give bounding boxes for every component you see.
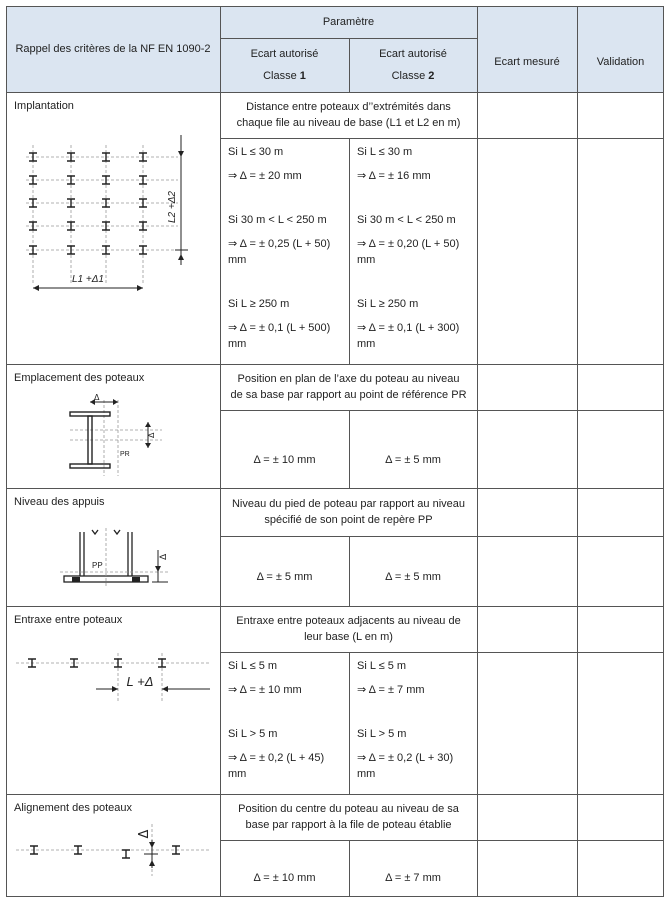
tolerance-line: Si L ≤ 30 m [357, 146, 413, 158]
table-border [6, 6, 7, 897]
table-border [349, 840, 350, 896]
value-text: Δ = ± 10 mm [253, 454, 316, 466]
param-text: Position en plan de l’axe du poteau au niveau de sa base par rapport au point de référence PR [230, 373, 467, 401]
l1-label: L1 +Δ1 [71, 274, 105, 285]
param-text: Distance entre poteaux d’’extrémités dans chaque file au niveau de base (L1 et L2 en m) [236, 101, 461, 129]
table-border [349, 536, 350, 606]
table-border [220, 410, 664, 411]
value-text: Δ = ± 10 mm [253, 872, 316, 884]
entraxe-diagram [14, 645, 214, 705]
value-text: Δ = ± 5 mm [385, 571, 441, 583]
classe-number: 2 [428, 70, 435, 82]
tolerance-line: ⇒ Δ = ± 16 mm [357, 170, 431, 182]
param-text: Niveau du pied de poteau par rapport au niveau spécifié de son point de repère PP [231, 498, 465, 526]
header-criteria [6, 6, 220, 92]
table-border [220, 652, 664, 653]
row-title [6, 92, 220, 120]
delta-top-label: Δ [94, 393, 100, 402]
tolerance-line: ⇒ Δ = ± 0,25 (L + 50) mm [228, 238, 331, 266]
table-border [6, 606, 664, 607]
row-title-text: Alignement des poteaux [14, 802, 133, 814]
l-delta-label: L +Δ [126, 674, 154, 689]
tolerance-line: ⇒ Δ = ± 0,2 (L + 45) mm [228, 752, 325, 780]
tolerance-line: ⇒ Δ = ± 0,2 (L + 30) mm [357, 752, 454, 780]
header-criteria-text: Rappel des critères de la NF EN 1090-2 [15, 43, 211, 55]
param-description [220, 794, 477, 840]
delta-label: Δ [159, 553, 169, 560]
header-validation [577, 6, 664, 92]
table-border [349, 138, 350, 364]
tolerance-line: Si L ≤ 5 m [228, 660, 278, 672]
class1-value [220, 536, 349, 606]
tolerance-line: Si L ≥ 250 m [357, 298, 419, 310]
implantation-diagram [18, 125, 198, 300]
table-border [220, 840, 664, 841]
tolerance-line: Si L ≤ 30 m [228, 146, 284, 158]
tolerance-line: ⇒ Δ = ± 7 mm [357, 684, 425, 696]
tolerance-line: ⇒ Δ = ± 0,1 (L + 300) mm [357, 322, 460, 350]
row-title [6, 488, 220, 516]
emplacement-diagram [62, 392, 172, 478]
tolerance-line: Si L ≤ 5 m [357, 660, 407, 672]
value-text: Δ = ± 5 mm [256, 571, 313, 583]
classe-prefix: Classe [263, 70, 297, 82]
ecart-autorise-label: Ecart autorisé [250, 48, 319, 60]
row-title [6, 794, 220, 822]
value-text: Δ = ± 7 mm [385, 872, 441, 884]
table-border [6, 488, 664, 489]
tolerance-line: Si L > 5 m [357, 728, 407, 740]
class2-value [349, 410, 477, 488]
table-border [6, 794, 664, 795]
classe-number: 1 [299, 70, 306, 82]
class2-values [349, 138, 477, 358]
param-text: Entraxe entre poteaux adjacents au niveau de leur base (L en m) [236, 615, 461, 643]
classe-prefix: Classe [391, 70, 426, 82]
row-title-text: Implantation [14, 100, 74, 112]
header-ecart-mesure-text: Ecart mesuré [494, 56, 560, 68]
table-border [6, 6, 664, 7]
header-classe-2 [349, 38, 477, 92]
tolerance-line: ⇒ Δ = ± 10 mm [228, 684, 302, 696]
header-parametre-text: Paramètre [322, 16, 375, 28]
table-border [349, 410, 350, 488]
l2-label: L2 +Δ2 [167, 190, 178, 224]
param-text: Position du centre du poteau au niveau de sa base par rapport à la file de poteau établie [238, 803, 459, 831]
table-border [220, 138, 664, 139]
table-border [477, 6, 478, 897]
row-title [6, 606, 220, 634]
tolerance-line: Si L ≥ 250 m [228, 298, 290, 310]
table-border [6, 364, 664, 365]
table-border [6, 896, 664, 897]
pr-label: PR [120, 451, 130, 458]
table-border [220, 536, 664, 537]
delta-side-label: Δ [147, 432, 156, 438]
table-border [663, 6, 664, 897]
alignement-diagram [14, 820, 214, 880]
row-title-text: Emplacement des poteaux [14, 372, 145, 384]
table-border [577, 6, 578, 897]
table-border [349, 652, 350, 794]
param-description [220, 488, 477, 536]
param-description [220, 92, 477, 138]
class1-value [220, 840, 349, 896]
tolerance-line: ⇒ Δ = ± 0,1 (L + 500) mm [228, 322, 331, 350]
tolerance-line: ⇒ Δ = ± 0,20 (L + 50) mm [357, 238, 460, 266]
header-ecart-mesure [477, 6, 577, 92]
header-classe-1 [220, 38, 349, 92]
table-border [6, 92, 664, 93]
table-border [220, 6, 221, 897]
row-title-text: Niveau des appuis [14, 496, 105, 508]
tolerance-line: Si 30 m < L < 250 m [357, 214, 456, 226]
header-parametre [220, 6, 477, 38]
class1-value [220, 410, 349, 488]
class2-value [349, 536, 477, 606]
tolerance-line: ⇒ Δ = ± 20 mm [228, 170, 302, 182]
class1-values [220, 138, 349, 358]
param-description [220, 364, 477, 410]
niveau-appuis-diagram [58, 520, 178, 592]
class2-value [349, 840, 477, 896]
tolerance-line: Si L > 5 m [228, 728, 278, 740]
pp-label: PP [92, 561, 103, 570]
header-validation-text: Validation [596, 56, 645, 68]
param-description [220, 606, 477, 652]
class1-values [220, 652, 349, 788]
ecart-autorise-label: Ecart autorisé [379, 48, 447, 60]
value-text: Δ = ± 5 mm [385, 454, 441, 466]
class2-values [349, 652, 477, 788]
tolerance-line: Si 30 m < L < 250 m [228, 214, 327, 226]
delta-label: Δ [137, 829, 152, 839]
table-border [349, 38, 350, 92]
row-title-text: Entraxe entre poteaux [14, 614, 123, 626]
row-title [6, 364, 220, 392]
